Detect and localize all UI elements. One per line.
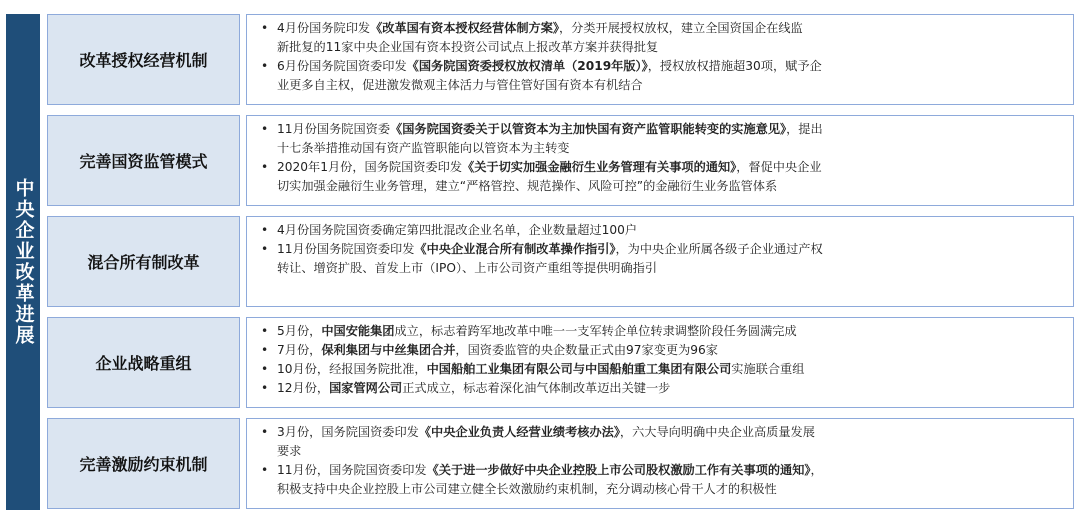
- text-segment: 实施联合重组: [731, 362, 805, 376]
- bullet-icon: •: [261, 463, 269, 477]
- list-item: [259, 423, 1063, 461]
- left-title: 中央企业改革进展: [12, 178, 35, 346]
- text-segment: 11月份，国务院国资委印发: [277, 463, 427, 477]
- item-line: [277, 139, 1063, 158]
- item-line: [277, 322, 1063, 341]
- bold-text: 《关于切实加强金融衍生业务管理有关事项的通知》: [462, 160, 737, 174]
- text-segment: ，国资委监管的央企数量正式由97家变更为96家: [455, 343, 718, 357]
- reform-row: [47, 418, 1074, 509]
- row-content: [246, 317, 1074, 408]
- list-item: [259, 379, 1063, 398]
- row-content: [246, 216, 1074, 307]
- text-segment: 转让、增资扩股、首发上市（IPO）、上市公司资产重组等提供明确指引: [277, 261, 658, 275]
- text-segment: 10月份，经报国务院批准，: [277, 362, 427, 376]
- bullet-icon: •: [261, 343, 269, 357]
- text-segment: 12月份，: [277, 381, 330, 395]
- item-line: [277, 259, 1063, 278]
- bold-text: 《中央企业负责人经营业绩考核办法》: [418, 425, 620, 439]
- item-line: [277, 442, 1063, 461]
- bullet-list: [259, 120, 1063, 196]
- bullet-icon: •: [261, 223, 269, 237]
- list-item: [259, 57, 1063, 95]
- bold-text: 中国安能集团: [321, 324, 395, 338]
- list-item: [259, 240, 1063, 278]
- text-segment: 成立，标志着跨军地改革中唯一一支军转企单位转隶调整阶段任务圆满完成: [394, 324, 797, 338]
- bold-text: 保利集团与中丝集团合并: [321, 343, 456, 357]
- item-line: [277, 158, 1063, 177]
- bold-text: 《改革国有资本授权经营体制方案》: [370, 21, 559, 35]
- list-item: [259, 158, 1063, 196]
- item-line: [277, 19, 1063, 38]
- text-segment: 切实加强金融衍生业务管理，建立“严格管控、规范操作、风险可控”的金融衍生业务监管体系: [277, 179, 778, 193]
- bullet-icon: •: [261, 160, 269, 174]
- list-item: [259, 120, 1063, 158]
- item-line: [277, 177, 1063, 196]
- row-content: [246, 115, 1074, 206]
- text-segment: 积极支持中央企业控股上市公司建立健全长效激励约束机制，充分调动核心骨干人才的积极性: [277, 482, 777, 496]
- item-line: [277, 341, 1063, 360]
- list-item: [259, 341, 1063, 360]
- text-segment: 2020年1月份，国务院国资委印发: [277, 160, 463, 174]
- text-segment: 7月份，: [277, 343, 322, 357]
- bold-text: 《国务院国资委关于以管资本为主加快国有资产监管职能转变的实施意见》: [390, 122, 787, 136]
- item-line: [277, 120, 1063, 139]
- item-line: [277, 221, 1063, 240]
- left-title-bar: [6, 14, 40, 510]
- text-segment: 4月份国务院国资委确定第四批混改企业名单，企业数量超过100户: [277, 223, 638, 237]
- item-line: [277, 76, 1063, 95]
- text-segment: ，: [810, 463, 823, 477]
- row-label: 企业战略重组: [47, 317, 240, 408]
- text-segment: ，分类开展授权放权，建立全国资国企在线监: [558, 21, 803, 35]
- text-segment: 业更多自主权，促进激发微观主体活力与管住管好国有资本有机结合: [277, 78, 643, 92]
- row-label: 完善激励约束机制: [47, 418, 240, 509]
- item-line: [277, 461, 1063, 480]
- bold-text: 国家管网公司: [329, 381, 403, 395]
- item-line: [277, 38, 1063, 57]
- text-segment: ，六大导向明确中央企业高质量发展: [619, 425, 815, 439]
- bullet-icon: •: [261, 59, 269, 73]
- text-segment: 十七条举措推动国有资产监管职能向以管资本为主转变: [277, 141, 570, 155]
- list-item: [259, 221, 1063, 240]
- text-segment: ，为中央企业所属各级子企业通过产权: [615, 242, 823, 256]
- text-segment: 5月份，: [277, 324, 322, 338]
- list-item: [259, 461, 1063, 499]
- text-segment: ，督促中央企业: [736, 160, 822, 174]
- reform-row: [47, 115, 1074, 206]
- list-item: [259, 322, 1063, 341]
- bullet-icon: •: [261, 362, 269, 376]
- bullet-list: [259, 322, 1063, 398]
- text-segment: 4月份国务院印发: [277, 21, 371, 35]
- bullet-icon: •: [261, 381, 269, 395]
- bullet-list: [259, 221, 1063, 278]
- text-segment: 6月份国务院国资委印发: [277, 59, 407, 73]
- row-label: 完善国资监管模式: [47, 115, 240, 206]
- row-label: 混合所有制改革: [47, 216, 240, 307]
- item-line: [277, 240, 1063, 259]
- item-line: [277, 379, 1063, 398]
- item-line: [277, 423, 1063, 442]
- list-item: [259, 360, 1063, 379]
- row-content: [246, 418, 1074, 509]
- reform-row: [47, 317, 1074, 408]
- bullet-icon: •: [261, 242, 269, 256]
- list-item: [259, 19, 1063, 57]
- bold-text: 《中央企业混合所有制改革操作指引》: [414, 242, 616, 256]
- row-label: 改革授权经营机制: [47, 14, 240, 105]
- text-segment: 正式成立，标志着深化油气体制改革迈出关键一步: [402, 381, 671, 395]
- reform-row: [47, 216, 1074, 307]
- bullet-list: [259, 423, 1063, 499]
- reform-row: [47, 14, 1074, 105]
- bullet-icon: •: [261, 122, 269, 136]
- text-segment: 新批复的11家中央企业国有资本投资公司试点上报改革方案并获得批复: [277, 40, 659, 54]
- text-segment: ，授权放权措施超30项，赋予企: [647, 59, 822, 73]
- bullet-icon: •: [261, 324, 269, 338]
- item-line: [277, 360, 1063, 379]
- bold-text: 中国船舶工业集团有限公司与中国船舶重工集团有限公司: [426, 362, 732, 376]
- text-segment: 3月份，国务院国资委印发: [277, 425, 419, 439]
- text-segment: 11月份国务院国资委印发: [277, 242, 415, 256]
- text-segment: ，提出: [786, 122, 823, 136]
- row-content: [246, 14, 1074, 105]
- text-segment: 11月份国务院国资委: [277, 122, 391, 136]
- bold-text: 《关于进一步做好中央企业控股上市公司股权激励工作有关事项的通知》: [426, 463, 811, 477]
- item-line: [277, 480, 1063, 499]
- item-line: [277, 57, 1063, 76]
- bold-text: 《国务院国资委授权放权清单（2019年版）》: [406, 59, 648, 73]
- text-segment: 要求: [277, 444, 302, 458]
- bullet-list: [259, 19, 1063, 95]
- bullet-icon: •: [261, 21, 269, 35]
- bullet-icon: •: [261, 425, 269, 439]
